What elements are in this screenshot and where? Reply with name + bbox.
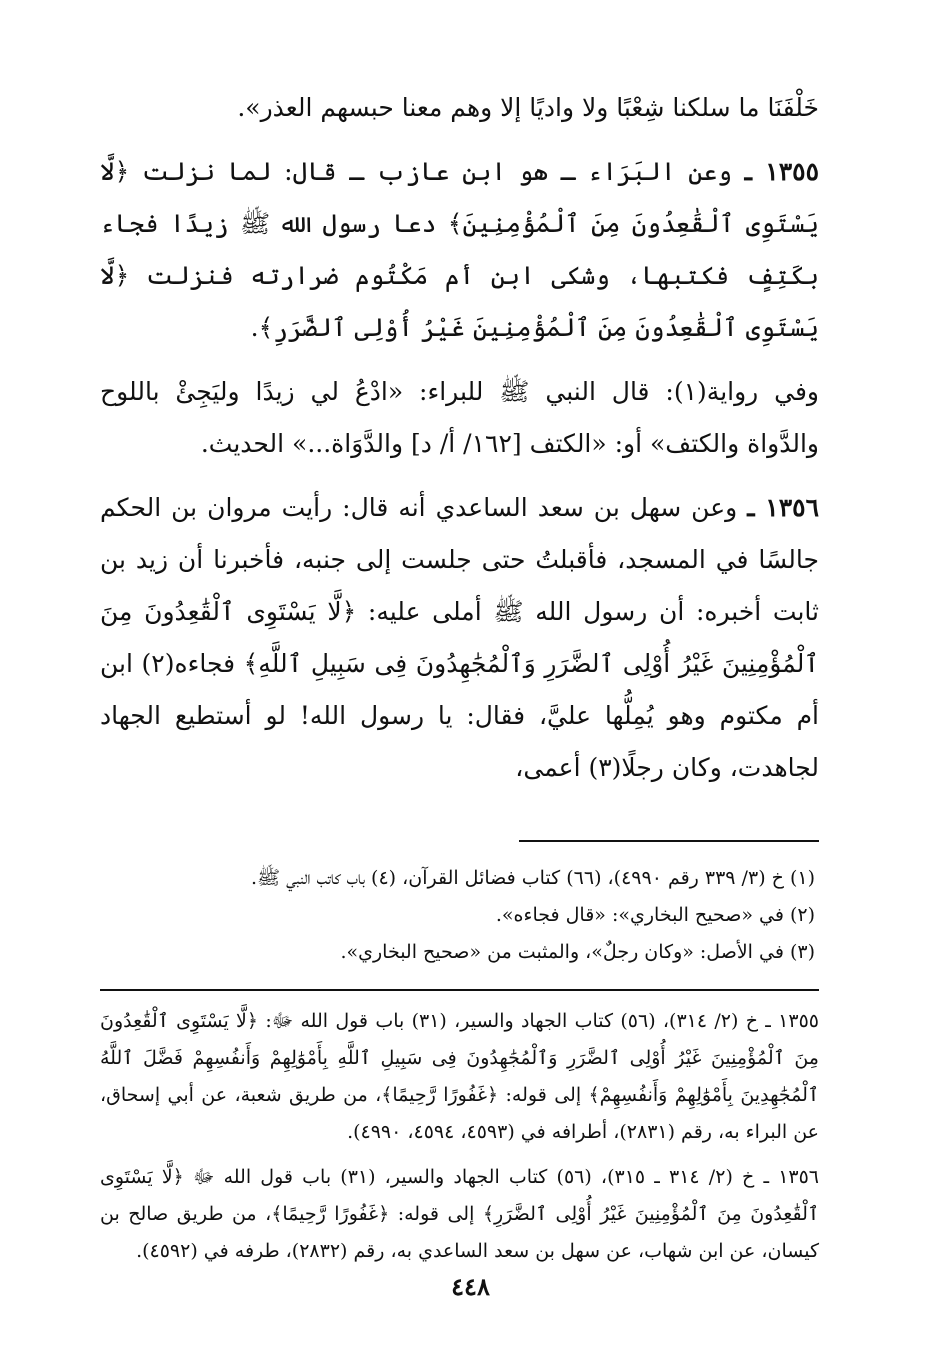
footnote-1: (١) خ (٣/ ٣٣٩ رقم ٤٩٩٠)، (٦٦) كتاب فضائل القرآن، (٤) باب كاتب النبي ﷺ. — [251, 867, 815, 889]
footnote-3: (٣) في الأصل: «وكان رجلٌ»، والمثبت من «صحيح البخاري». — [340, 941, 815, 963]
continuation-text: خَلْفَنَا ما سلكنا شِعْبًا ولا واديًا إلا وهم معنا حبسهم العذر». — [237, 93, 819, 122]
takhrij-section — [100, 1003, 819, 1270]
takhrij-1356: ١٣٥٦ ـ خ (٢/ ٣١٤ ـ ٣١٥)، (٥٦) كتاب الجهاد والسير، (٣١) باب قول الله ﷻ ﴿لَّا يَسْتَوِى ٱلْقَٰعِدُونَ مِنَ ٱلْمُؤْمِنِينَ غَيْرُ أُوْلِى ٱلضَّرَرِ﴾ إلى قوله: ﴿غَفُورًا رَّحِيمًا﴾، من طريق صالح بن كيسان، عن ابن شهاب، عن سهل بن سعد الساعدي به، رقم (٢٨٣٢)، طرفه في (٤٥٩٢). — [100, 1166, 820, 1262]
hadith-number-1356: ١٣٥٦ ـ — [747, 493, 819, 522]
riwaya-text: وفي رواية(١): قال النبي ﷺ للبراء: «ادْعُ لي زيدًا وليَجِئْ باللوح والدَّواة والكتف» أو: «الكتف [١٦٢/ أ/ د] والدَّوَاة...» الحديث. — [100, 377, 819, 458]
hadith-1355 — [100, 146, 819, 354]
riwaya-paragraph — [100, 366, 819, 470]
takhrij-divider — [100, 989, 819, 991]
footnote-2: (٢) في «صحيح البخاري»: «قال فجاءه». — [495, 904, 815, 926]
takhrij-1355: ١٣٥٥ ـ خ (٢/ ٣١٤)، (٥٦) كتاب الجهاد والسير، (٣١) باب قول الله ﷻ: ﴿لَّا يَسْتَوِى ٱلْقَٰعِدُونَ مِنَ ٱلْمُؤْمِنِينَ غَيْرُ أُوْلِى ٱلضَّرَرِ وَٱلْمُجَٰهِدُونَ فِى سَبِيلِ ٱللَّهِ بِأَمْوَٰلِهِمْ وَأَنفُسِهِمْ فَضَّلَ ٱللَّهُ ٱلْمُجَٰهِدِينَ بِأَمْوَٰلِهِمْ وَأَنفُسِهِمْ﴾ إلى قوله: ﴿غَفُورًا رَّحِيمًا﴾، من طريق شعبة، عن أبي إسحاق، عن البراء به، رقم (٢٨٣١)، أطرافه في (٤٥٩٣، ٤٥٩٤، ٤٩٩٠). — [100, 1010, 819, 1143]
footnotes — [100, 860, 819, 971]
hadith-text-1356: وعن سهل بن سعد الساعدي أنه قال: رأيت مروان بن الحكم جالسًا في المسجد، فأقبلتُ حتى جلست إلى جنبه، فأخبرنا أن زيد بن ثابت أخبره: أن رسول الله ﷺ أملى عليه: ﴿لَّا يَسْتَوِى ٱلْقَٰعِدُونَ مِنَ ٱلْمُؤْمِنِينَ غَيْرُ أُوْلِى ٱلضَّرَرِ وَٱلْمُجَٰهِدُونَ فِى سَبِيلِ ٱللَّهِ﴾ فجاءه(٢) ابن أم مكتوم وهو يُمِلُّها عليَّ، فقال: يا رسول الله! لو أستطيع الجهاد لجاهدت، وكان رجلًا(٣) أعمى، — [100, 493, 819, 782]
main-text — [100, 82, 819, 794]
hadith-text-1355: وعن البَرَاء ـ هو ابن عازب ـ قال: لما نزلت ﴿لَّا يَسْتَوِى ٱلْقَٰعِدُونَ مِنَ ٱلْمُؤْمِنِينَ﴾ دعا رسول الله ﷺ زيدًا فجاء بكَتِفٍ فكتبها، وشكى ابن أم مَكْتُوم ضرارته فنزلت ﴿لَّا يَسْتَوِى ٱلْقَٰعِدُونَ مِنَ ٱلْمُؤْمِنِينَ غَيْرُ أُوْلِى ٱلضَّرَرِ﴾. — [100, 157, 819, 342]
page-number: ٤٤٨ — [451, 1272, 490, 1301]
document-page — [100, 82, 819, 1329]
hadith-number-1355: ١٣٥٥ ـ — [744, 157, 820, 186]
footnote-divider — [519, 840, 819, 842]
hadith-1356 — [100, 482, 819, 794]
paragraph-continuation — [100, 82, 819, 134]
